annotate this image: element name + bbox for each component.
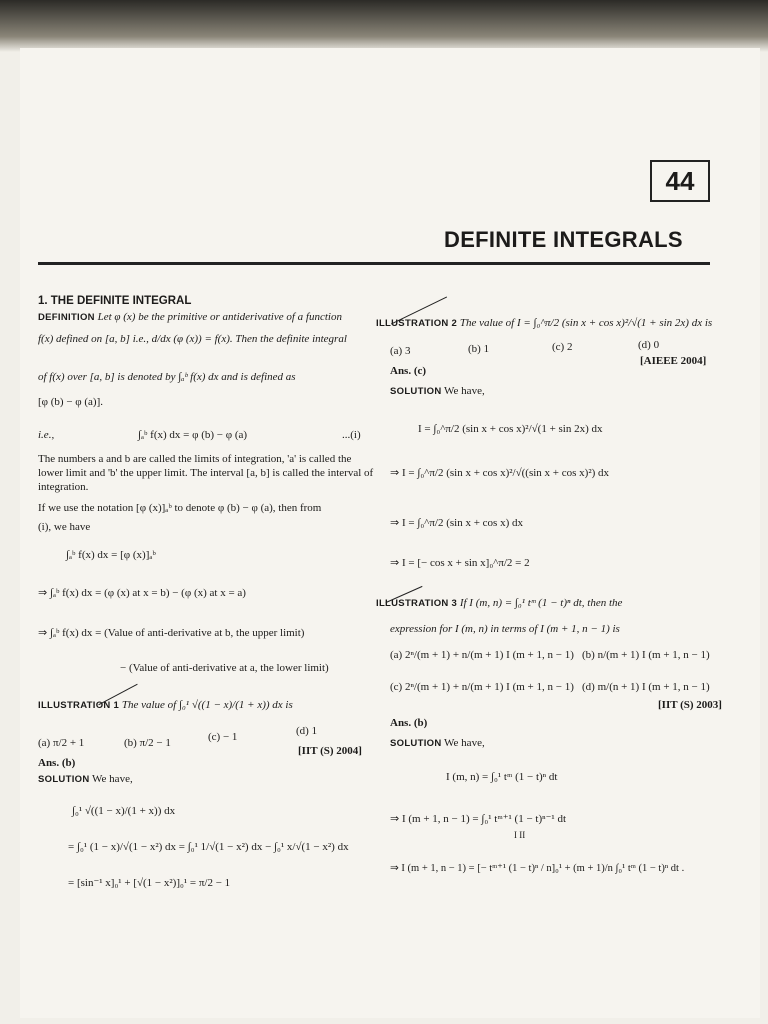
illustration-2-option-a: (a) 3 (390, 345, 411, 357)
definition-line-3: of f(x) over [a, b] is denoted by ∫ₐᵇ f(x) dx and is defined as (38, 371, 296, 383)
illustration-1-label: ILLUSTRATION 1 (38, 700, 120, 711)
ie-label: i.e., (38, 429, 55, 441)
illustration-1-option-b: (b) π/2 − 1 (124, 737, 171, 749)
illustration-1-step-1: ∫₀¹ √((1 − x)/(1 + x)) dx (72, 805, 176, 817)
illustration-2-line (376, 316, 712, 331)
notation-line-1: If we use the notation [φ (x)]ₐᵇ to denote φ (b) − φ (a), then from (38, 502, 322, 514)
illustration-2-text: The value of I = ∫₀^π/2 (sin x + cos x)²/√(1 + sin 2x) dx is (459, 317, 713, 329)
illustration-3-option-c: (c) 2ⁿ/(m + 1) + n/(m + 1) I (m + 1, n − 1) (390, 681, 574, 693)
illustration-2-solution (390, 384, 485, 399)
illustration-1-text: The value of ∫₀¹ √((1 − x)/(1 + x)) dx is (121, 699, 293, 711)
solution-label: SOLUTION (390, 386, 442, 397)
equation-4: ⇒ ∫ₐᵇ f(x) dx = (Value of anti-derivative at b, the upper limit) (38, 627, 305, 639)
illustration-1-option-a: (a) π/2 + 1 (38, 737, 85, 749)
limits-paragraph: The numbers a and b are called the limits of integration, 'a' is called the lower limit and 'b' the upper limit. The interval [a, b] is called the interval of integration. (38, 453, 374, 493)
notation-line-2: (i), we have (38, 521, 91, 533)
equation-3: ⇒ ∫ₐᵇ f(x) dx = (φ (x) at x = b) − (φ (x) at x = a) (38, 587, 246, 599)
illustration-2-option-d: (d) 0 (638, 339, 660, 351)
illustration-2-step-3: ⇒ I = ∫₀^π/2 (sin x + cos x) dx (390, 517, 523, 529)
illustration-3-step-3: ⇒ I (m + 1, n − 1) = [− tᵐ⁺¹ (1 − t)ⁿ / n]₀¹ + (m + 1)/n ∫₀¹ tᵐ (1 − t)ⁿ dt . (390, 863, 685, 874)
illustration-1-step-3: = [sin⁻¹ x]₀¹ + [√(1 − x²)]₀¹ = π/2 − 1 (68, 877, 231, 889)
chapter-number-box: 44 (650, 160, 710, 202)
title-rule (38, 262, 710, 265)
equation-4-continued: − (Value of anti-derivative at a, the lower limit) (120, 662, 329, 674)
illustration-1-source: [IIT (S) 2004] (298, 745, 362, 757)
illustration-2-source: [AIEEE 2004] (640, 355, 707, 367)
definition-label: DEFINITION (38, 312, 95, 323)
illustration-1-option-d: (d) 1 (296, 725, 318, 737)
solution-text: We have, (92, 773, 133, 785)
definition-text-1: Let φ (x) be the primitive or antiderivative of a function (97, 311, 342, 323)
illustration-3-text: If I (m, n) = ∫₀¹ tᵐ (1 − t)ⁿ dt, then the (459, 597, 623, 609)
illustration-3-label: ILLUSTRATION 3 (376, 598, 458, 609)
equation-1-tag: ...(i) (342, 429, 361, 441)
illustration-3-option-d: (d) m/(n + 1) I (m + 1, n − 1) (582, 681, 710, 693)
equation-1: ∫ₐᵇ f(x) dx = φ (b) − φ (a) (138, 429, 248, 441)
definition-line-1 (38, 310, 342, 325)
illustration-1-step-2: = ∫₀¹ (1 − x)/√(1 − x²) dx = ∫₀¹ 1/√(1 − x²) dx − ∫₀¹ x/√(1 − x²) dx (68, 841, 349, 853)
illustration-2-answer: Ans. (c) (390, 365, 427, 377)
definition-line-4: [φ (b) − φ (a)]. (38, 396, 104, 408)
illustration-2-option-c: (c) 2 (552, 341, 573, 353)
illustration-1-answer: Ans. (b) (38, 757, 76, 769)
illustration-1-option-c: (c) − 1 (208, 731, 238, 743)
illustration-3-line (376, 596, 622, 611)
illustration-3-option-b: (b) n/(m + 1) I (m + 1, n − 1) (582, 649, 710, 661)
illustration-3-option-a: (a) 2ⁿ/(m + 1) + n/(m + 1) I (m + 1, n − 1) (390, 649, 574, 661)
illustration-1-solution (38, 772, 133, 787)
page-top-shadow (0, 0, 768, 52)
solution-label: SOLUTION (38, 774, 90, 785)
illustration-3-step-2: ⇒ I (m + 1, n − 1) = ∫₀¹ tᵐ⁺¹ (1 − t)ⁿ⁻¹ dt (390, 813, 567, 825)
solution-label: SOLUTION (390, 738, 442, 749)
illustration-2-step-2: ⇒ I = ∫₀^π/2 (sin x + cos x)²/√((sin x + cos x)²) dx (390, 467, 610, 479)
chapter-title: DEFINITE INTEGRALS (444, 227, 683, 252)
illustration-1-line (38, 698, 293, 713)
illustration-3-answer: Ans. (b) (390, 717, 428, 729)
equation-2: ∫ₐᵇ f(x) dx = [φ (x)]ₐᵇ (66, 549, 156, 561)
illustration-2-step-1: I = ∫₀^π/2 (sin x + cos x)²/√(1 + sin 2x) dx (418, 423, 603, 435)
illustration-2-option-b: (b) 1 (468, 343, 490, 355)
illustration-3-step-1: I (m, n) = ∫₀¹ tᵐ (1 − t)ⁿ dt (446, 771, 558, 783)
illustration-3-solution (390, 736, 485, 751)
solution-text: We have, (444, 737, 485, 749)
illustration-2-step-4: ⇒ I = [− cos x + sin x]₀^π/2 = 2 (390, 557, 530, 569)
illustration-2-label: ILLUSTRATION 2 (376, 318, 458, 329)
illustration-3-source: [IIT (S) 2003] (658, 699, 722, 711)
section-heading: 1. THE DEFINITE INTEGRAL (38, 295, 192, 307)
definition-line-2: f(x) defined on [a, b] i.e., d/dx (φ (x)) = f(x). Then the definite integral (38, 333, 347, 345)
illustration-3-text-2: expression for I (m, n) in terms of I (m + 1, n − 1) is (390, 623, 620, 635)
solution-text: We have, (444, 385, 485, 397)
book-page (20, 48, 760, 1018)
illustration-3-step-2-marks: I II (514, 830, 526, 840)
